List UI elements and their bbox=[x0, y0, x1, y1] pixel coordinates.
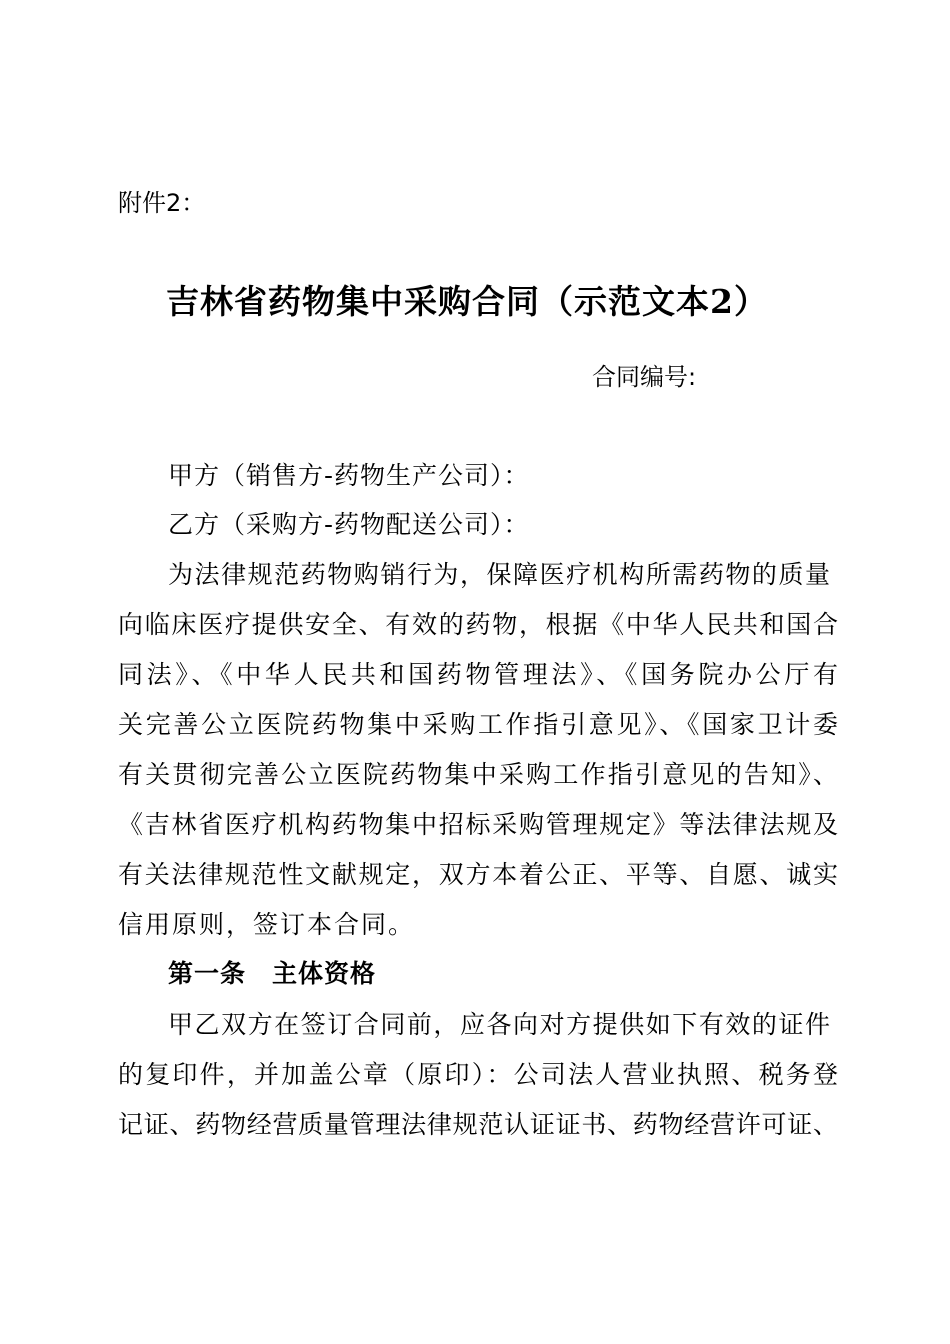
preamble-line: 《吉林省医疗机构药物集中招标采购管理规定》等法律法规及 bbox=[118, 810, 838, 839]
preamble-line: 有关贯彻完善公立医院药物集中采购工作指引意见的告知》、 bbox=[118, 760, 838, 789]
preamble-line: 为法律规范药物购销行为，保障医疗机构所需药物的质量 bbox=[168, 560, 830, 589]
attachment-label: 附件2： bbox=[118, 189, 206, 217]
preamble-line: 关完善公立医院药物集中采购工作指引意见》、《国家卫计委 bbox=[118, 710, 838, 739]
preamble-line: 向临床医疗提供安全、有效的药物，根据《中华人民共和国合 bbox=[118, 610, 838, 639]
preamble-line: 信用原则，签订本合同。 bbox=[118, 910, 416, 939]
preamble-line: 同法》、《中华人民共和国药物管理法》、《国务院办公厅有 bbox=[118, 660, 838, 689]
article-1-heading: 第一条 主体资格 bbox=[168, 959, 377, 988]
article-1-line: 甲乙双方在签订合同前，应各向对方提供如下有效的证件 bbox=[168, 1010, 830, 1039]
party-b-line: 乙方（采购方-药物配送公司）： bbox=[168, 510, 530, 539]
document-title: 吉林省药物集中采购合同（示范文本2） bbox=[166, 282, 768, 321]
party-a-line: 甲方（销售方-药物生产公司）： bbox=[168, 461, 530, 490]
article-1-line: 记证、药物经营质量管理法律规范认证证书、药物经营许可证、 bbox=[118, 1110, 838, 1139]
article-1-line: 的复印件，并加盖公章（原印）：公司法人营业执照、税务登 bbox=[118, 1060, 838, 1089]
preamble-line: 有关法律规范性文献规定，双方本着公正、平等、自愿、诚实 bbox=[118, 860, 838, 889]
contract-number-label: 合同编号: bbox=[592, 363, 697, 391]
